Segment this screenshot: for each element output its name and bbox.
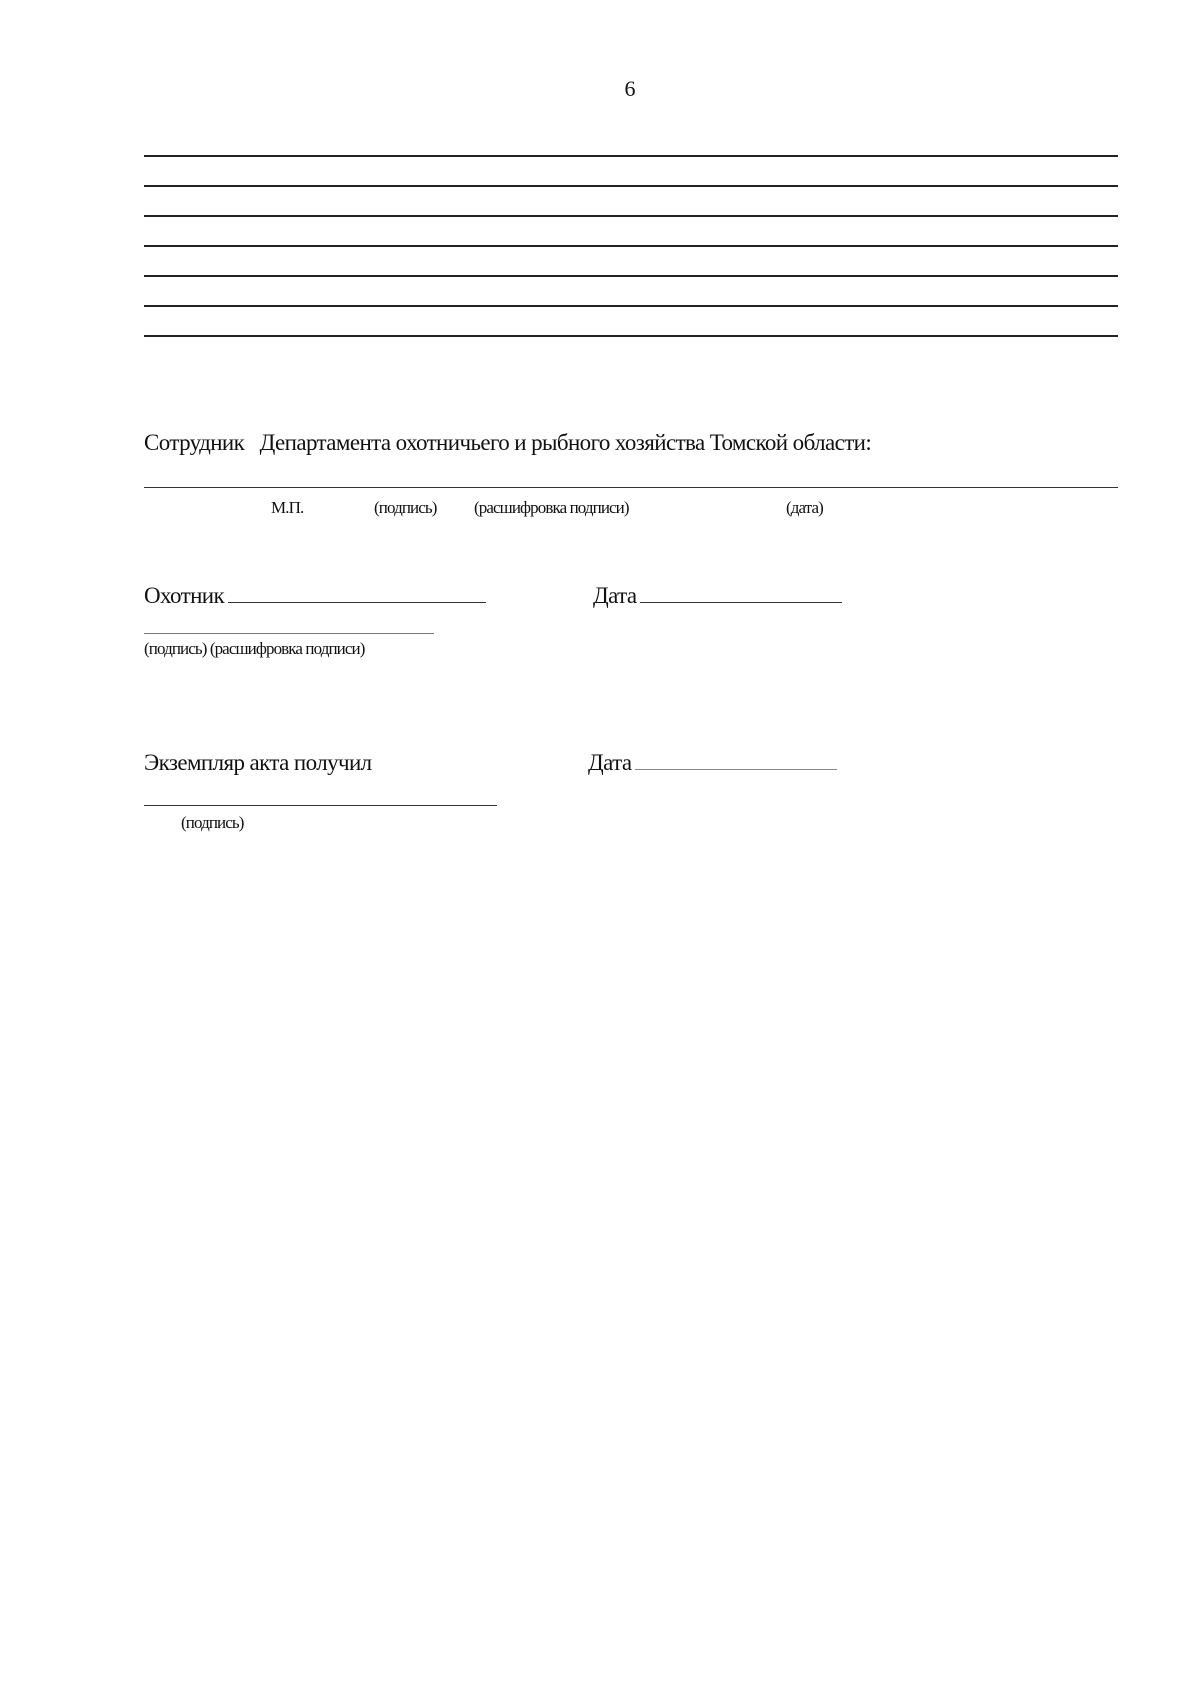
hunter-decoding-line [144,633,434,634]
hunter-date-row [593,583,842,609]
blank-line [144,335,1118,337]
date-caption: (дата) [786,498,823,517]
hunter-caption: (подпись) (расшифровка подписи) [144,639,365,658]
seal-caption: М.П. [271,498,304,517]
blank-line [144,275,1118,277]
hunter-label: Охотник [144,583,225,608]
blank-line [144,245,1118,247]
copy-date-row [588,750,837,776]
decoding-caption: (расшифровка подписи) [474,498,629,517]
blank-text-lines [144,155,1118,365]
copy-signature-line [144,805,497,806]
copy-caption: (подпись) [181,813,244,832]
blank-line [144,185,1118,187]
page-number: 6 [624,76,636,101]
hunter-signature-field [228,584,486,603]
hunter-row [144,583,486,609]
copy-date-field [635,751,837,770]
copy-date-label: Дата [588,750,632,775]
employee-signature-line [144,487,1118,488]
signature-caption: (подпись) [374,498,437,517]
copy-received-label: Экземпляр акта получил [144,750,372,775]
employee-heading: Сотрудник Департамента охотничьего и рыбного хозяйства Томской области: [144,430,872,455]
blank-line [144,305,1118,307]
blank-line [144,155,1118,157]
hunter-date-label: Дата [593,583,637,608]
blank-line [144,215,1118,217]
hunter-date-field [640,584,842,603]
